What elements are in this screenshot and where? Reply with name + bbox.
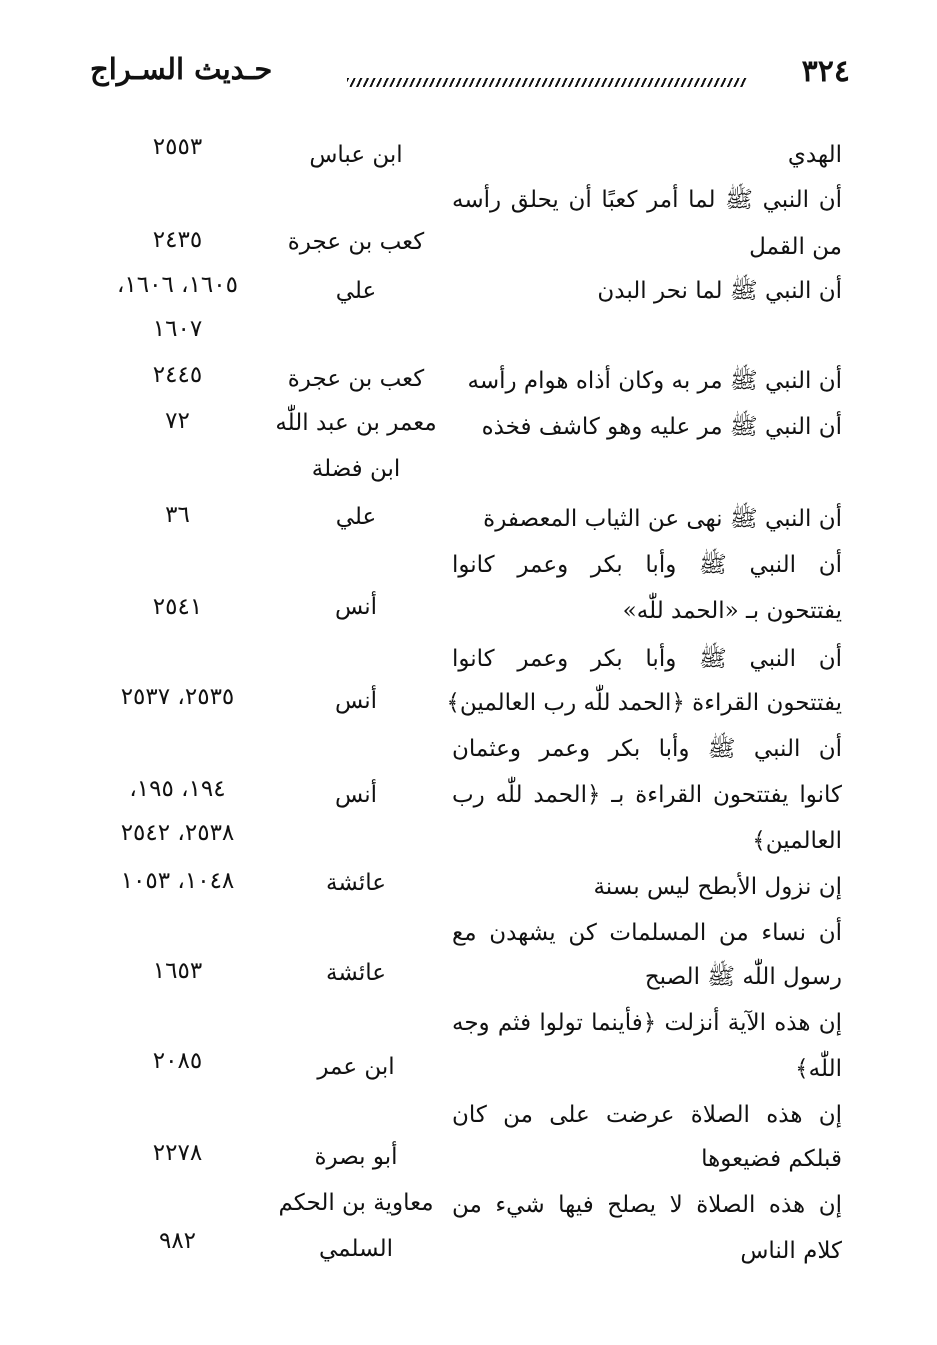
hadith-numbers: ٩٨٢ (158, 1228, 197, 1254)
hadith-text-line: يفتتحون بـ «الحمد للّٰه» (622, 598, 842, 624)
narrator-name: عائشة (326, 870, 386, 896)
hadith-numbers: ٢٤٣٥ (152, 227, 203, 253)
hadith-text-line: العالمين﴾ (752, 828, 842, 854)
hadith-numbers: ١٦٥٣ (152, 958, 203, 984)
narrator-name: عائشة (326, 960, 386, 986)
running-title: حـديث السـراج (90, 52, 273, 86)
narrator-name: السلمي (319, 1236, 393, 1262)
hadith-text-line: أن النبي ﷺ وأبا بكر وعمر وعثمان (452, 736, 842, 762)
narrator-name: أبو بصرة (314, 1144, 398, 1170)
hadith-text-line: اللّٰه﴾ (795, 1056, 842, 1082)
hadith-text-line: كانوا يفتتحون القراءة بـ ﴿الحمد للّٰه رب (452, 782, 842, 808)
hadith-text-line: أن النبي ﷺ وأبا بكر وعمر كانوا (452, 552, 842, 578)
hadith-numbers: ١٠٤٨، ١٠٥٣ (120, 868, 235, 894)
hadith-text-line: يفتتحون القراءة ﴿الحمد للّٰه رب العالمين﴾ (446, 690, 842, 716)
hadith-numbers: ٢٥٣٥، ٢٥٣٧ (120, 684, 235, 710)
hadith-text-line: الهدي (787, 142, 842, 168)
hadith-numbers: ١٦٠٥، ١٦٠٦، (116, 272, 238, 298)
hadith-text-line: أن النبي ﷺ مر به وكان أذاه هوام رأسه (467, 368, 842, 394)
hadith-text-line: أن النبي ﷺ نهى عن الثياب المعصفرة (483, 506, 842, 532)
hadith-numbers: ٢٥٥٣ (152, 134, 203, 160)
hadith-numbers: ٢٢٧٨ (152, 1140, 203, 1166)
hadith-text-line: إن هذه الصلاة عرضت على من كان (452, 1102, 842, 1128)
hadith-text-line: إن نزول الأبطح ليس بسنة (593, 874, 842, 900)
hadith-text-line: قبلكم فضيعوها (701, 1146, 842, 1172)
hadith-numbers: ٢٠٨٥ (152, 1048, 203, 1074)
hadith-numbers: ٢٥٣٨، ٢٥٤٢ (120, 820, 235, 846)
narrator-name: ابن عباس (309, 142, 403, 168)
hadith-numbers: ١٦٠٧ (152, 316, 203, 342)
narrator-name: كعب بن عجرة (287, 366, 425, 392)
narrator-name: أنس (334, 782, 378, 808)
hadith-numbers: ٣٦ (165, 502, 190, 528)
narrator-name: ابن عمر (317, 1054, 395, 1080)
hadith-numbers: ٢٤٤٥ (152, 362, 203, 388)
hadith-text-line: إن هذه الآية أنزلت ﴿فأينما تولوا فثم وجه (452, 1010, 842, 1036)
hadith-text-line: أن النبي ﷺ لما نحر البدن (597, 278, 842, 304)
hadith-text-line: إن هذه الصلاة لا يصلح فيها شيء من (452, 1192, 842, 1218)
hadith-text-line: رسول اللّٰه ﷺ الصبح (644, 964, 842, 990)
hadith-text-line: أن نساء من المسلمات كن يشهدن مع (452, 920, 842, 946)
hadith-text-line: كلام الناس (740, 1238, 842, 1264)
narrator-name: أنس (334, 594, 378, 620)
page-number: ٣٢٤ (801, 54, 850, 89)
hadith-numbers: ١٩٤، ١٩٥، (129, 776, 226, 802)
hadith-text-line: أن النبي ﷺ لما أمر كعبًا أن يحلق رأسه (452, 187, 842, 213)
narrator-name: أنس (334, 688, 378, 714)
hadith-text-line: من القمل (749, 234, 842, 260)
narrator-name: كعب بن عجرة (287, 229, 425, 255)
narrator-name: علي (335, 278, 377, 304)
narrator-name: ابن فضلة (311, 456, 401, 482)
narrator-name: معاوية بن الحكم (278, 1190, 434, 1216)
hadith-text-line: أن النبي ﷺ وأبا بكر وعمر كانوا (452, 646, 842, 672)
narrator-name: علي (335, 504, 377, 530)
narrator-name: معمر بن عبد اللّٰه (275, 410, 437, 436)
hadith-numbers: ٧٢ (165, 408, 190, 434)
hadith-text-line: أن النبي ﷺ مر عليه وهو كاشف فخذه (481, 414, 842, 440)
hadith-numbers: ٢٥٤١ (152, 594, 203, 620)
